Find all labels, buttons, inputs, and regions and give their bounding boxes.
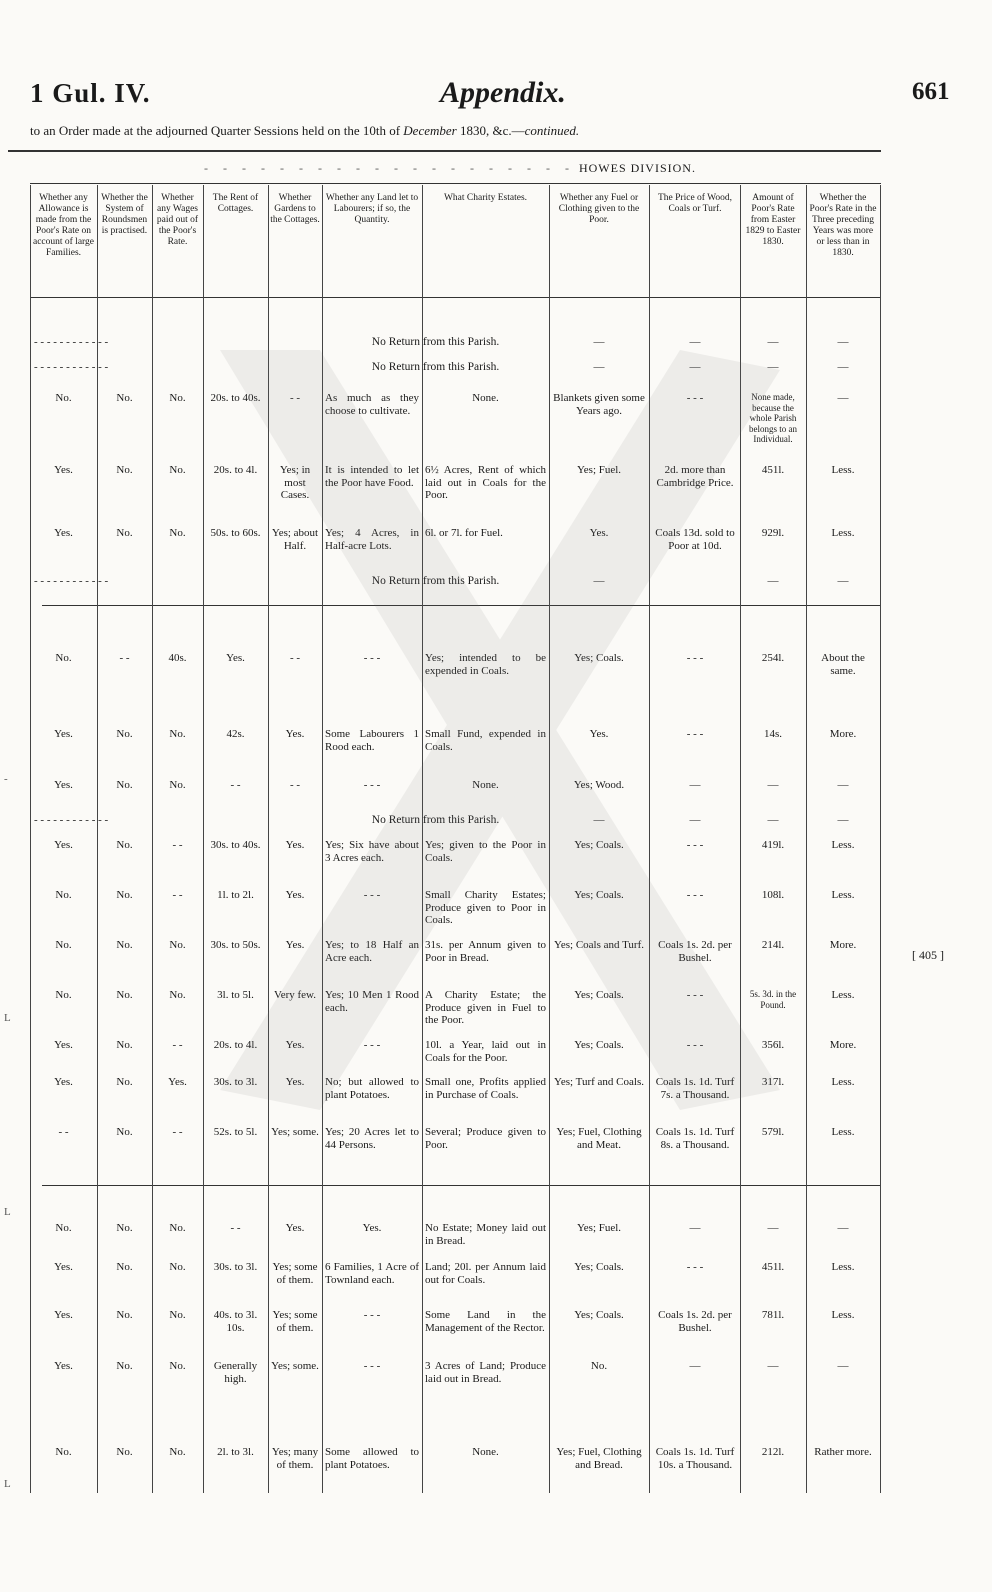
table-cell: 40s. [168,652,187,664]
table-cell: Yes. [589,527,609,539]
table-cell: 451l. [761,1261,785,1273]
table-cell: - - [230,1222,241,1234]
table-cell: None. [472,392,499,404]
leading-dashes: - - - - - - - - - - - - [34,361,109,373]
table-cell: None made, because the whole Parish belongs to an Individual. [749,392,797,444]
table-cell: - - - [686,839,704,851]
table-cell: More. [829,728,857,740]
table-cell: — [593,361,605,373]
column-header: What Charity Estates. [443,193,528,203]
table-cell: Generally high. [213,1360,258,1385]
table-cell: No. [169,1222,186,1234]
table-cell: No. [116,889,133,901]
table-cell: Rather more. [814,1446,872,1458]
table-cell: - - - [363,1309,381,1321]
table-cell: Yes; to 18 Half an Acre each. [325,939,419,964]
table-cell: No. [55,392,72,404]
no-return-notice: No Return from this Parish. [371,814,500,826]
table-cell: Coals 1s. 2d. per Bushel. [658,1309,732,1334]
table-cell: 451l. [761,464,785,476]
table-cell: No. [116,464,133,476]
table-cell: — [837,361,849,373]
table-cell: - - - [363,1039,381,1051]
table-cell: Yes; about Half. [271,527,319,552]
table-cell: — [689,1360,701,1372]
table-cell: — [593,575,605,587]
table-cell: Yes; Coals. [574,989,624,1001]
table-cell: - - - [686,1261,704,1273]
margin-mark: L [4,1012,11,1024]
table-cell: - - [172,1126,183,1138]
table-cell: Yes; Coals. [574,652,624,664]
table-cell: Yes; Turf and Coals. [554,1076,644,1088]
table-cell: Yes; some of them. [272,1261,318,1286]
margin-mark: L [4,1206,11,1218]
table-cell: - - - [686,889,704,901]
table-cell: Yes. [54,1076,73,1088]
table-cell: Less. [831,464,855,476]
table-cell: - - - [363,1360,381,1372]
table-cell: — [837,392,849,404]
table-cell: No. [169,1446,186,1458]
table-cell: - - [289,652,301,664]
table-cell: — [689,361,701,373]
table-cell: Yes; Fuel. [576,1222,622,1234]
table-cell: No. [169,1309,186,1321]
table-cell: 781l. [761,1309,785,1321]
table-cell: Yes; some of them. [272,1309,318,1334]
table-cell: — [689,779,701,791]
no-return-notice: No Return from this Parish. [371,336,500,348]
table-cell: No. [169,464,186,476]
table-cell: Small Charity Estates; Produce given to Poor in Coals. [425,889,546,926]
table-cell: No. [169,1360,186,1372]
table-cell: 50s. to 60s. [210,527,261,539]
table-cell: Yes. [54,1261,73,1273]
table-cell: - - [230,779,241,791]
column-divider [880,185,881,1493]
table-cell: Yes. [285,1222,305,1234]
table-cell: — [837,1360,849,1372]
table-cell: 6 Families, 1 Acre of Townland each. [325,1261,419,1286]
table-cell: - - - [686,392,704,404]
column-header: Amount of Poor's Rate from Easter 1829 to Easter 1830. [745,193,801,247]
table-cell: 30s. to 50s. [210,939,261,951]
table-cell: — [837,779,849,791]
table-cell: - - - [686,728,704,740]
table-cell: - - - [686,989,704,1001]
table-cell: 212l. [761,1446,785,1458]
table-cell: Less. [831,1126,855,1138]
table-cell: - - [119,652,130,664]
table-cell: Yes. [54,1360,73,1372]
table-cell: Coals 1s. 1d. Turf 7s. a Thousand. [655,1076,735,1101]
table-cell: 5s. 3d. in the Pound. [749,989,797,1010]
table-cell: — [767,336,779,348]
table-cell: — [767,361,779,373]
table-cell: — [767,575,779,587]
table-cell: — [767,779,779,791]
table-cell: — [689,814,701,826]
no-return-notice: No Return from this Parish. [371,361,500,373]
table-cell: No. [169,1261,186,1273]
column-divider [322,185,323,1493]
table-cell: - - [172,1039,183,1051]
table-cell: — [767,814,779,826]
table-cell: No; but allowed to plant Potatoes. [325,1076,419,1101]
table-cell: Yes. [54,779,73,791]
table-cell: 6½ Acres, Rent of which laid out in Coals for the Poor. [425,464,546,501]
table-cell: Yes; Wood. [573,779,625,791]
page-subtitle: to an Order made at the adjourned Quarter Sessions held on the 10th of December 1830, &c.—continued. [30,123,580,138]
table-cell: More. [829,939,857,951]
table-cell: No. [116,1076,133,1088]
table-cell: No. [116,989,133,1001]
table-cell: No. [169,728,186,740]
table-cell: Yes; Coals. [574,1309,624,1321]
table-cell: - - - [363,652,381,664]
table-cell: No. [55,1222,72,1234]
table-cell: — [767,1360,779,1372]
table-cell: No. [116,392,133,404]
table-cell: Yes. [285,939,305,951]
table-cell: Yes. [54,1039,73,1051]
table-cell: Yes. [54,464,73,476]
table-cell: No Estate; Money laid out in Bread. [425,1222,546,1247]
table-cell: No. [116,527,133,539]
table-cell: No. [116,779,133,791]
table-cell: Yes. [54,1309,73,1321]
table-cell: 20s. to 4l. [213,464,258,476]
page-header-title: Appendix. [440,76,566,109]
page-number: 661 [912,78,950,105]
table-cell: No. [55,1446,72,1458]
table-cell: Yes; Fuel. [576,464,622,476]
table-cell: — [837,814,849,826]
table-cell: Yes. [54,527,73,539]
table-cell: No. [116,1446,133,1458]
table-cell: - - [289,392,301,404]
table-cell: 419l. [761,839,785,851]
table-cell: 2d. more than Cambridge Price. [656,464,734,489]
table-cell: Small Fund, expended in Coals. [425,728,546,753]
table-cell: Yes. [54,728,73,740]
column-divider [268,185,269,1493]
table-cell: No. [590,1360,608,1372]
table-cell: - - [58,1126,69,1138]
column-header: Whether any Allowance is made from the Poor's Rate on account of large Families. [32,193,95,258]
column-divider [806,185,807,1493]
table-cell: Land; 20l. per Annum laid out for Coals. [425,1261,546,1286]
margin-mark: - [4,773,8,785]
table-cell: No. [55,652,72,664]
leading-dashes: - - - - - - - - - - - - [34,336,109,348]
table-cell: No. [169,527,186,539]
table-cell: 254l. [761,652,785,664]
table-cell: No. [116,1126,133,1138]
table-cell: Coals 13d. sold to Poor at 10d. [655,527,735,552]
table-cell: 3l. to 5l. [217,989,254,1001]
table-cell: More. [829,1039,857,1051]
table-cell: No. [116,1309,133,1321]
margin-reference: [ 405 ] [912,948,944,962]
header-top-rule [30,183,881,184]
table-cell: Yes; Six have about 3 Acres each. [325,839,419,864]
column-header: Whether the Poor's Rate in the Three preceding Years was more or less than in 1830. [809,193,877,258]
table-cell: 579l. [761,1126,785,1138]
table-cell: Yes. [226,652,245,664]
table-cell: Coals 1s. 2d. per Bushel. [658,939,732,964]
table-cell: — [837,575,849,587]
table-cell: Yes; in most Cases. [279,464,311,501]
margin-mark: L [4,1478,11,1490]
table-cell: 317l. [761,1076,785,1088]
table-cell: - - [172,889,183,901]
table-cell: — [689,336,701,348]
table-cell: - - - [363,889,381,901]
table-cell: Several; Produce given to Poor. [425,1126,546,1151]
table-cell: 108l. [761,889,785,901]
column-header: The Rent of Cottages. [212,193,259,214]
table-cell: 30s. to 3l. [213,1076,258,1088]
table-cell: Yes; Coals and Turf. [554,939,644,951]
table-cell: 1l. to 2l. [217,889,254,901]
table-cell: Some Land in the Management of the Rector. [425,1309,546,1334]
table-cell: Coals 1s. 1d. Turf 10s. a Thousand. [655,1446,735,1471]
table-cell: No. [169,939,186,951]
table-cell: None. [472,1446,499,1458]
table-cell: Blankets given some Years ago. [553,392,645,417]
table-cell: A Charity Estate; the Produce given in Fuel to the Poor. [425,989,546,1026]
table-cell: — [837,1222,849,1234]
table-cell: 42s. [226,728,245,740]
column-header: Whether any Land let to Labourers; if so, the Quantity. [325,193,419,225]
table-cell: Yes; Coals. [574,1039,624,1051]
column-divider [203,185,204,1493]
table-cell: 929l. [761,527,785,539]
table-cell: - - [172,839,183,851]
column-divider [30,185,31,1493]
column-header: Whether any Fuel or Clothing given to the Poor. [558,193,640,225]
table-cell: Yes. [589,728,609,740]
table-cell: Coals 1s. 1d. Turf 8s. a Thousand. [655,1126,735,1151]
table-cell: 14s. [763,728,783,740]
column-header: The Price of Wood, Coals or Turf. [658,193,732,214]
section-rule-1 [42,605,881,606]
table-cell: Less. [831,889,855,901]
table-cell: As much as they choose to cultivate. [325,392,419,417]
table-cell: Yes. [54,839,73,851]
table-cell: Yes; intended to be expended in Coals. [425,652,546,677]
table-cell: Less. [831,527,855,539]
table-cell: — [593,336,605,348]
table-cell: Yes; 20 Acres let to 44 Persons. [325,1126,419,1151]
column-divider [97,185,98,1493]
table-cell: — [593,814,605,826]
column-header: Whether any Wages paid out of the Poor's Rate. [156,193,199,247]
table-cell: No. [169,779,186,791]
table-cell: 6l. or 7l. for Fuel. [425,527,503,539]
table-cell: Yes. [285,889,305,901]
table-cell: About the same. [821,652,865,677]
table-cell: - - - [363,779,381,791]
table-cell: Yes; many of them. [271,1446,319,1471]
table-cell: - - [289,779,301,791]
table-cell: 356l. [761,1039,785,1051]
page-header-left: 1 Gul. IV. [30,78,151,108]
leading-dashes: - - - - - - - - - - - - [34,575,109,587]
table-cell: — [837,336,849,348]
table-cell: None. [472,779,499,791]
column-divider [422,185,423,1493]
column-header: Whether the System of Roundsmen is practised. [101,193,148,236]
table-cell: Yes; Coals. [574,1261,624,1273]
table-cell: 20s. to 4l. [213,1039,258,1051]
table-cell: Yes; given to the Poor in Coals. [425,839,546,864]
table-cell: Less. [831,839,855,851]
table-cell: 30s. to 40s. [210,839,261,851]
table-cell: Yes; 4 Acres, in Half-acre Lots. [325,527,419,552]
table-cell: No. [55,989,72,1001]
table-cell: Yes; Coals. [574,839,624,851]
table-cell: Small one, Profits applied in Purchase of Coals. [425,1076,546,1101]
table-cell: 30s. to 3l. [213,1261,258,1273]
table-cell: Yes; Coals. [574,889,624,901]
table-cell: 3 Acres of Land; Produce laid out in Bread. [425,1360,546,1385]
table-cell: Yes; some. [271,1360,319,1372]
table-cell: No. [169,989,186,1001]
table-cell: — [767,1222,779,1234]
no-return-notice: No Return from this Parish. [371,575,500,587]
table-cell: No. [116,839,133,851]
table-cell: 214l. [761,939,785,951]
column-divider [740,185,741,1493]
table-cell: 10l. a Year, laid out in Coals for the Poor. [425,1039,546,1064]
table-cell: Yes. [285,1076,305,1088]
table-cell: - - - [686,652,704,664]
table-cell: Yes; some. [271,1126,319,1138]
header-bottom-rule [30,297,881,298]
table-cell: No. [116,1039,133,1051]
table-cell: Less. [831,1261,855,1273]
table-cell: 52s. to 5l. [213,1126,258,1138]
top-rule [8,150,881,152]
table-cell: - - - [686,1039,704,1051]
column-header: Whether Gardens to the Cottages. [270,193,320,225]
division-title: - - - - - - - - - - - - - - - - - - - - HOWES DIVISION. [204,161,696,175]
table-cell: 2l. to 3l. [217,1446,254,1458]
table-cell: 40s. to 3l. 10s. [213,1309,258,1334]
table-cell: No. [116,1222,133,1234]
table-cell: Some allowed to plant Potatoes. [325,1446,419,1471]
table-cell: — [689,1222,701,1234]
table-cell: Yes. [362,1222,382,1234]
table-cell: Yes. [168,1076,187,1088]
table-cell: No. [116,1360,133,1372]
table-cell: Yes; 10 Men 1 Rood each. [325,989,419,1014]
table-cell: 20s. to 40s. [210,392,261,404]
table-cell: Less. [831,1076,855,1088]
table-cell: Some Labourers 1 Rood each. [325,728,419,753]
section-rule-2 [42,1185,881,1186]
column-divider [649,185,650,1493]
table-cell: No. [116,939,133,951]
table-cell: Very few. [273,989,317,1001]
column-divider [549,185,550,1493]
table-cell: Yes; Fuel, Clothing and Meat. [556,1126,642,1151]
table-cell: It is intended to let the Poor have Food. [325,464,419,489]
table-cell: No. [55,889,72,901]
table-cell: No. [55,939,72,951]
table-cell: Yes. [285,728,305,740]
table-cell: 31s. per Annum given to Poor in Bread. [425,939,546,964]
table-cell: No. [116,728,133,740]
table-cell: Yes. [285,839,305,851]
table-cell: No. [169,392,186,404]
table-cell: Less. [831,989,855,1001]
column-divider [152,185,153,1493]
leading-dashes: - - - - - - - - - - - - [34,814,109,826]
table-cell: No. [116,1261,133,1273]
table-cell: Yes. [285,1039,305,1051]
table-cell: Less. [831,1309,855,1321]
table-cell: Yes; Fuel, Clothing and Bread. [556,1446,642,1471]
